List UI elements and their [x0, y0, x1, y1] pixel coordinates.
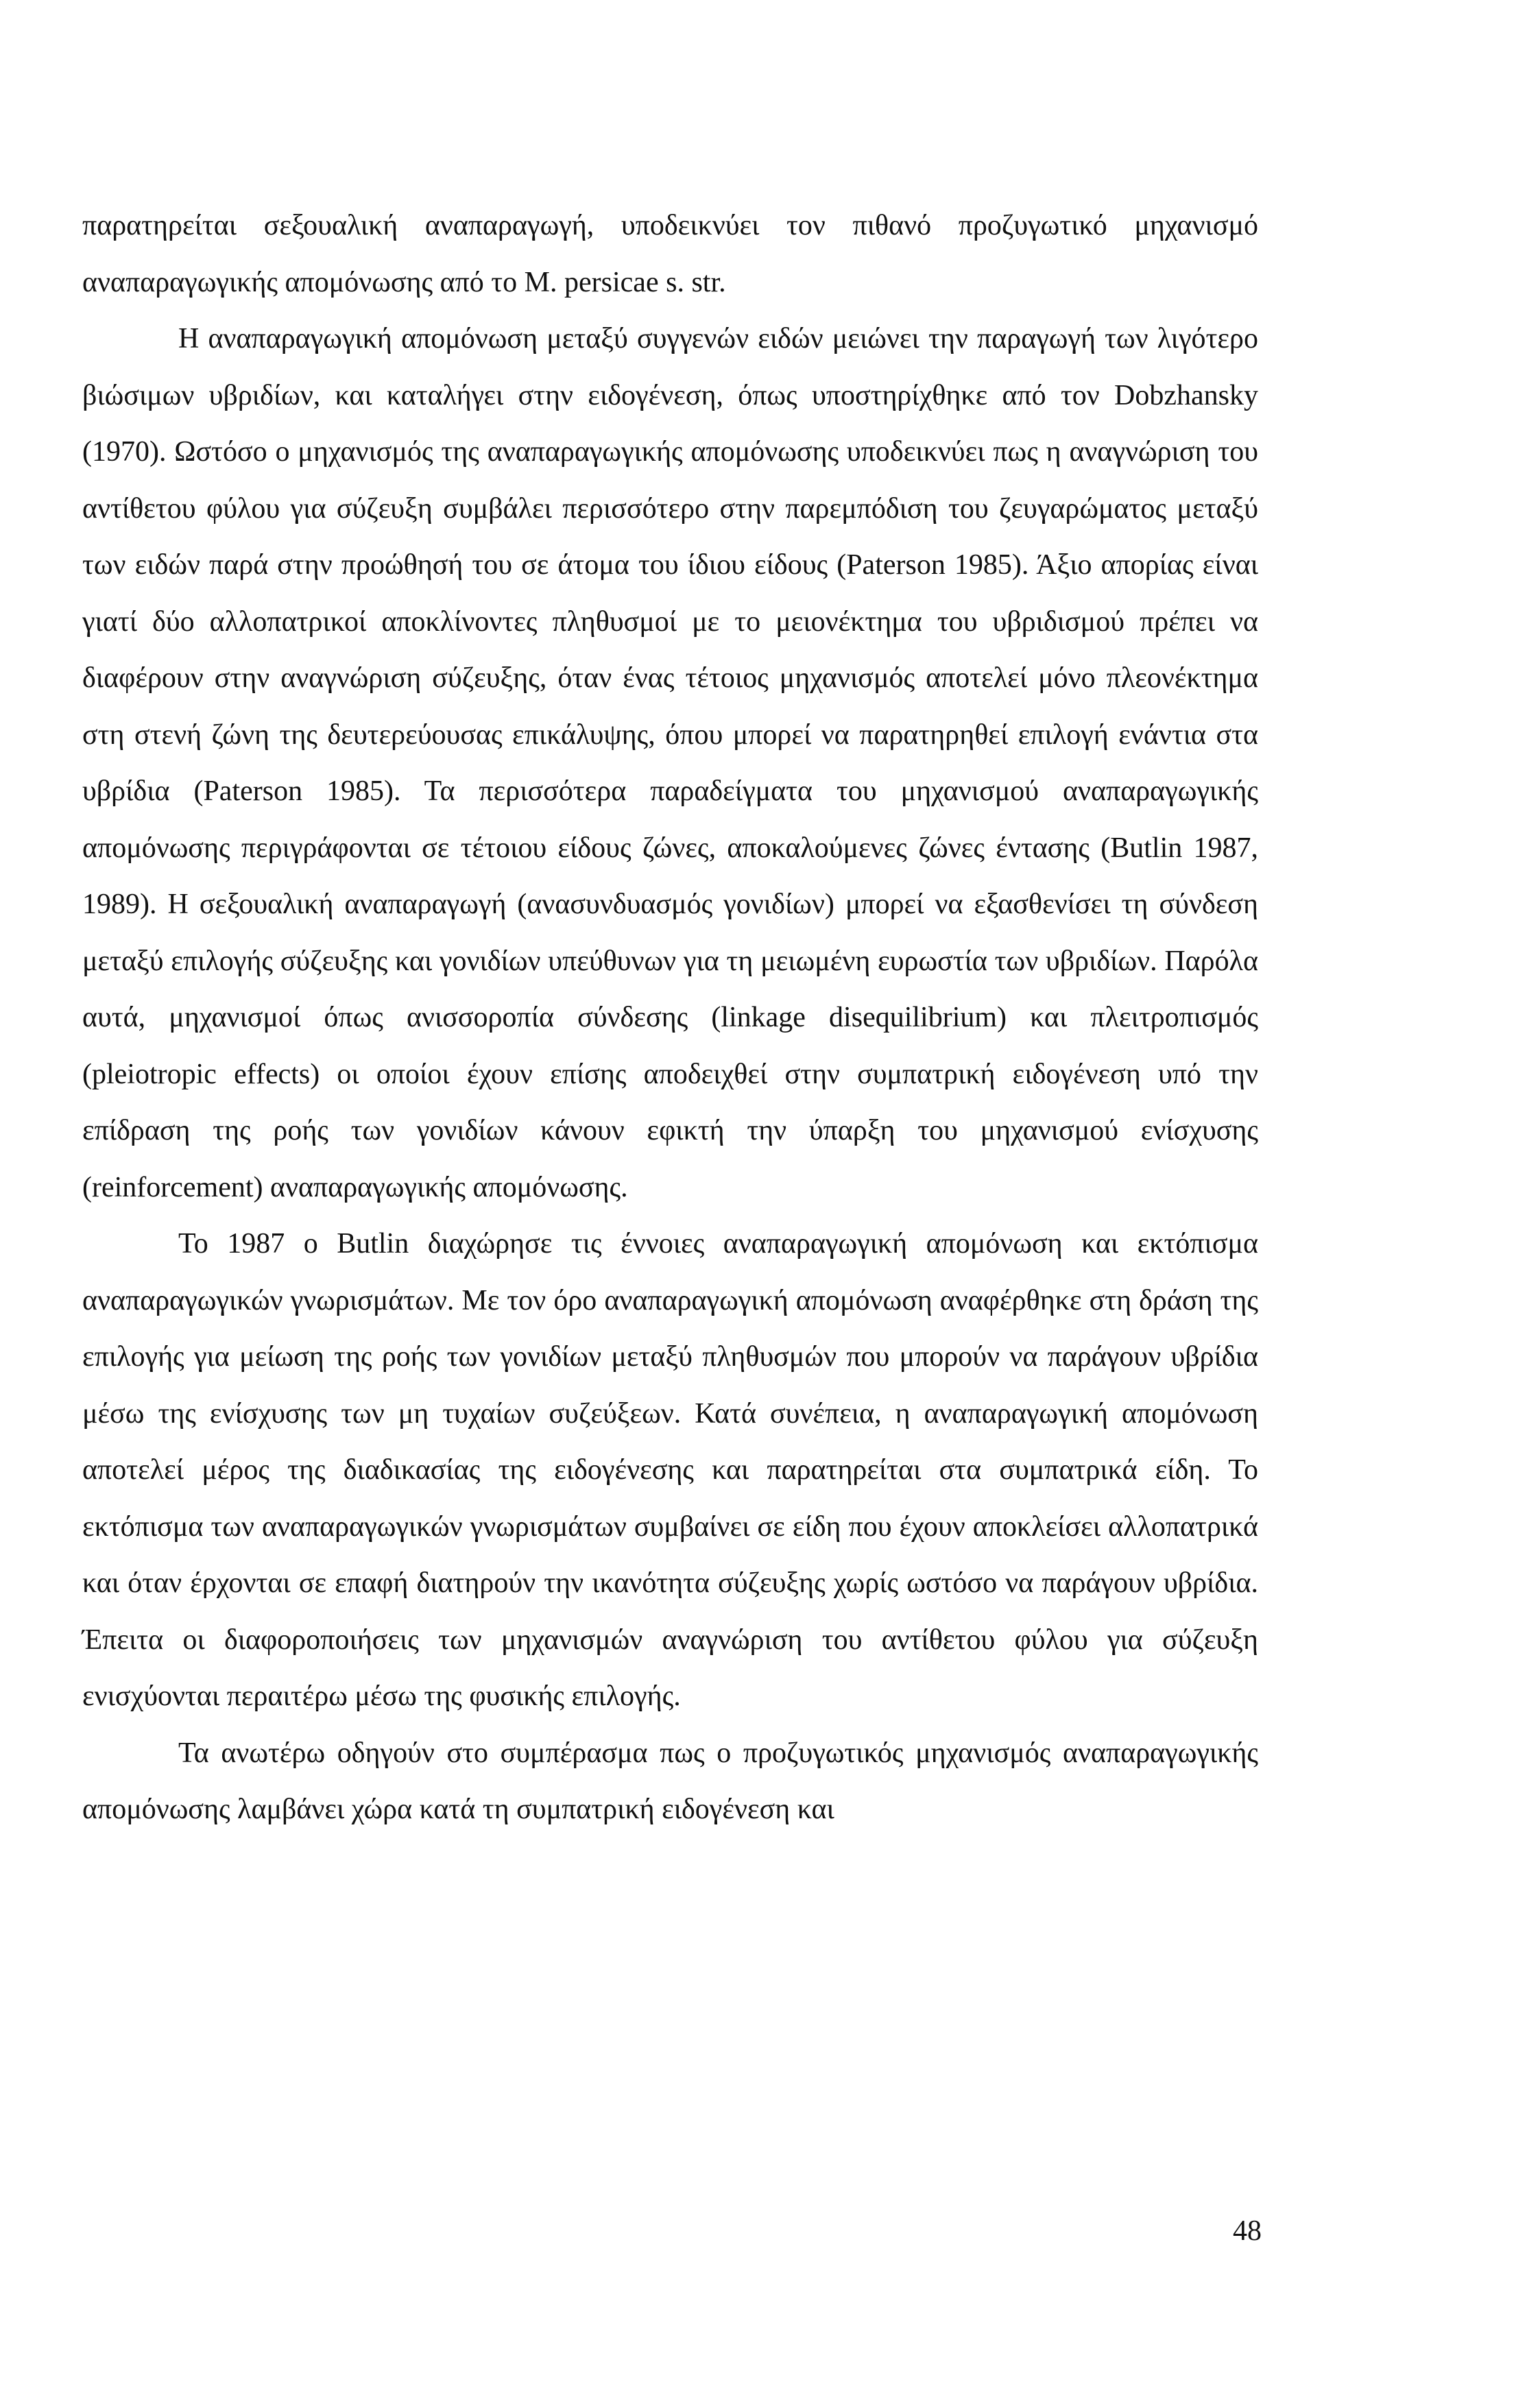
page-number: 48 — [1233, 2215, 1262, 2247]
paragraph-1: παρατηρείται σεξουαλική αναπαραγωγή, υποδεικνύει τον πιθανό προζυγωτικό μηχανισμό αναπαραγωγικής απομόνωσης από το M. persicae s. str. — [82, 210, 1258, 298]
body-text — [82, 197, 1258, 1838]
paragraph-4: Τα ανωτέρω οδηγούν στο συμπέρασμα πως ο προζυγωτικός μηχανισμός αναπαραγωγικής απομόνωσης λαμβάνει χώρα κατά τη συμπατρική ειδογένεση και — [82, 1737, 1258, 1825]
paragraph-2: Η αναπαραγωγική απομόνωση μεταξύ συγγενών ειδών μειώνει την παραγωγή των λιγότερο βιώσιμων υβριδίων, και καταλήγει στην ειδογένεση, όπως υποστηρίχθηκε από τον Dobzhansky (1970). Ωστόσο ο μηχανισμός της αναπαραγωγικής απομόνωσης υποδεικνύει πως η αναγνώριση του αντίθετου φύλου για σύζευξη συμβάλει περισσότερο στην παρεμπόδιση του ζευγαρώματος μεταξύ των ειδών παρά στην προώθησή του σε άτομα του ίδιου είδους (Paterson 1985). Άξιο απορίας είναι γιατί δύο αλλοπατρικοί αποκλίνοντες πληθυσμοί με το μειονέκτημα του υβριδισμού πρέπει να διαφέρουν στην αναγνώριση σύζευξης, όταν ένας τέτοιος μηχανισμός αποτελεί μόνο πλεονέκτημα στη στενή ζώνη της δευτερεύουσας επικάλυψης, όπου μπορεί να παρατηρηθεί επιλογή ενάντια στα υβρίδια (Paterson 1985). Τα περισσότερα παραδείγματα του μηχανισμού αναπαραγωγικής απομόνωσης περιγράφονται σε τέτοιου είδους ζώνες, αποκαλούμενες ζώνες έντασης (Butlin 1987, 1989). Η σεξουαλική αναπαραγωγή (ανασυνδυασμός γονιδίων) μπορεί να εξασθενίσει τη σύνδεση μεταξύ επιλογής σύζευξης και γονιδίων υπεύθυνων για τη μειωμένη ευρωστία των υβριδίων. Παρόλα αυτά, μηχανισμοί όπως ανισσοροπία σύνδεσης (linkage disequilibrium) και πλειτροπισμός (pleiotropic effects) οι οποίοι έχουν επίσης αποδειχθεί στην συμπατρική ειδογένεση υπό την επίδραση της ροής των γονιδίων κάνουν εφικτή την ύπαρξη του μηχανισμού ενίσχυσης (reinforcement) αναπαραγωγικής απομόνωσης. — [82, 323, 1258, 1203]
paragraph-3: Το 1987 ο Butlin διαχώρησε τις έννοιες αναπαραγωγική απομόνωση και εκτόπισμα αναπαραγωγικών γνωρισμάτων. Με τον όρο αναπαραγωγική απομόνωση αναφέρθηκε στη δράση της επιλογής για μείωση της ροής των γονιδίων μεταξύ πληθυσμών που μπορούν να παράγουν υβρίδια μέσω της ενίσχυσης των μη τυχαίων συζεύξεων. Κατά συνέπεια, η αναπαραγωγική απομόνωση αποτελεί μέρος της διαδικασίας της ειδογένεσης και παρατηρείται στα συμπατρικά είδη. Το εκτόπισμα των αναπαραγωγικών γνωρισμάτων συμβαίνει σε είδη που έχουν αποκλείσει αλλοπατρικά και όταν έρχονται σε επαφή διατηρούν την ικανότητα σύζευξης χωρίς ωστόσο να παράγουν υβρίδια. Έπειτα οι διαφοροποιήσεις των μηχανισμών αναγνώριση του αντίθετου φύλου για σύζευξη ενισχύονται περαιτέρω μέσω της φυσικής επιλογής. — [82, 1228, 1258, 1712]
